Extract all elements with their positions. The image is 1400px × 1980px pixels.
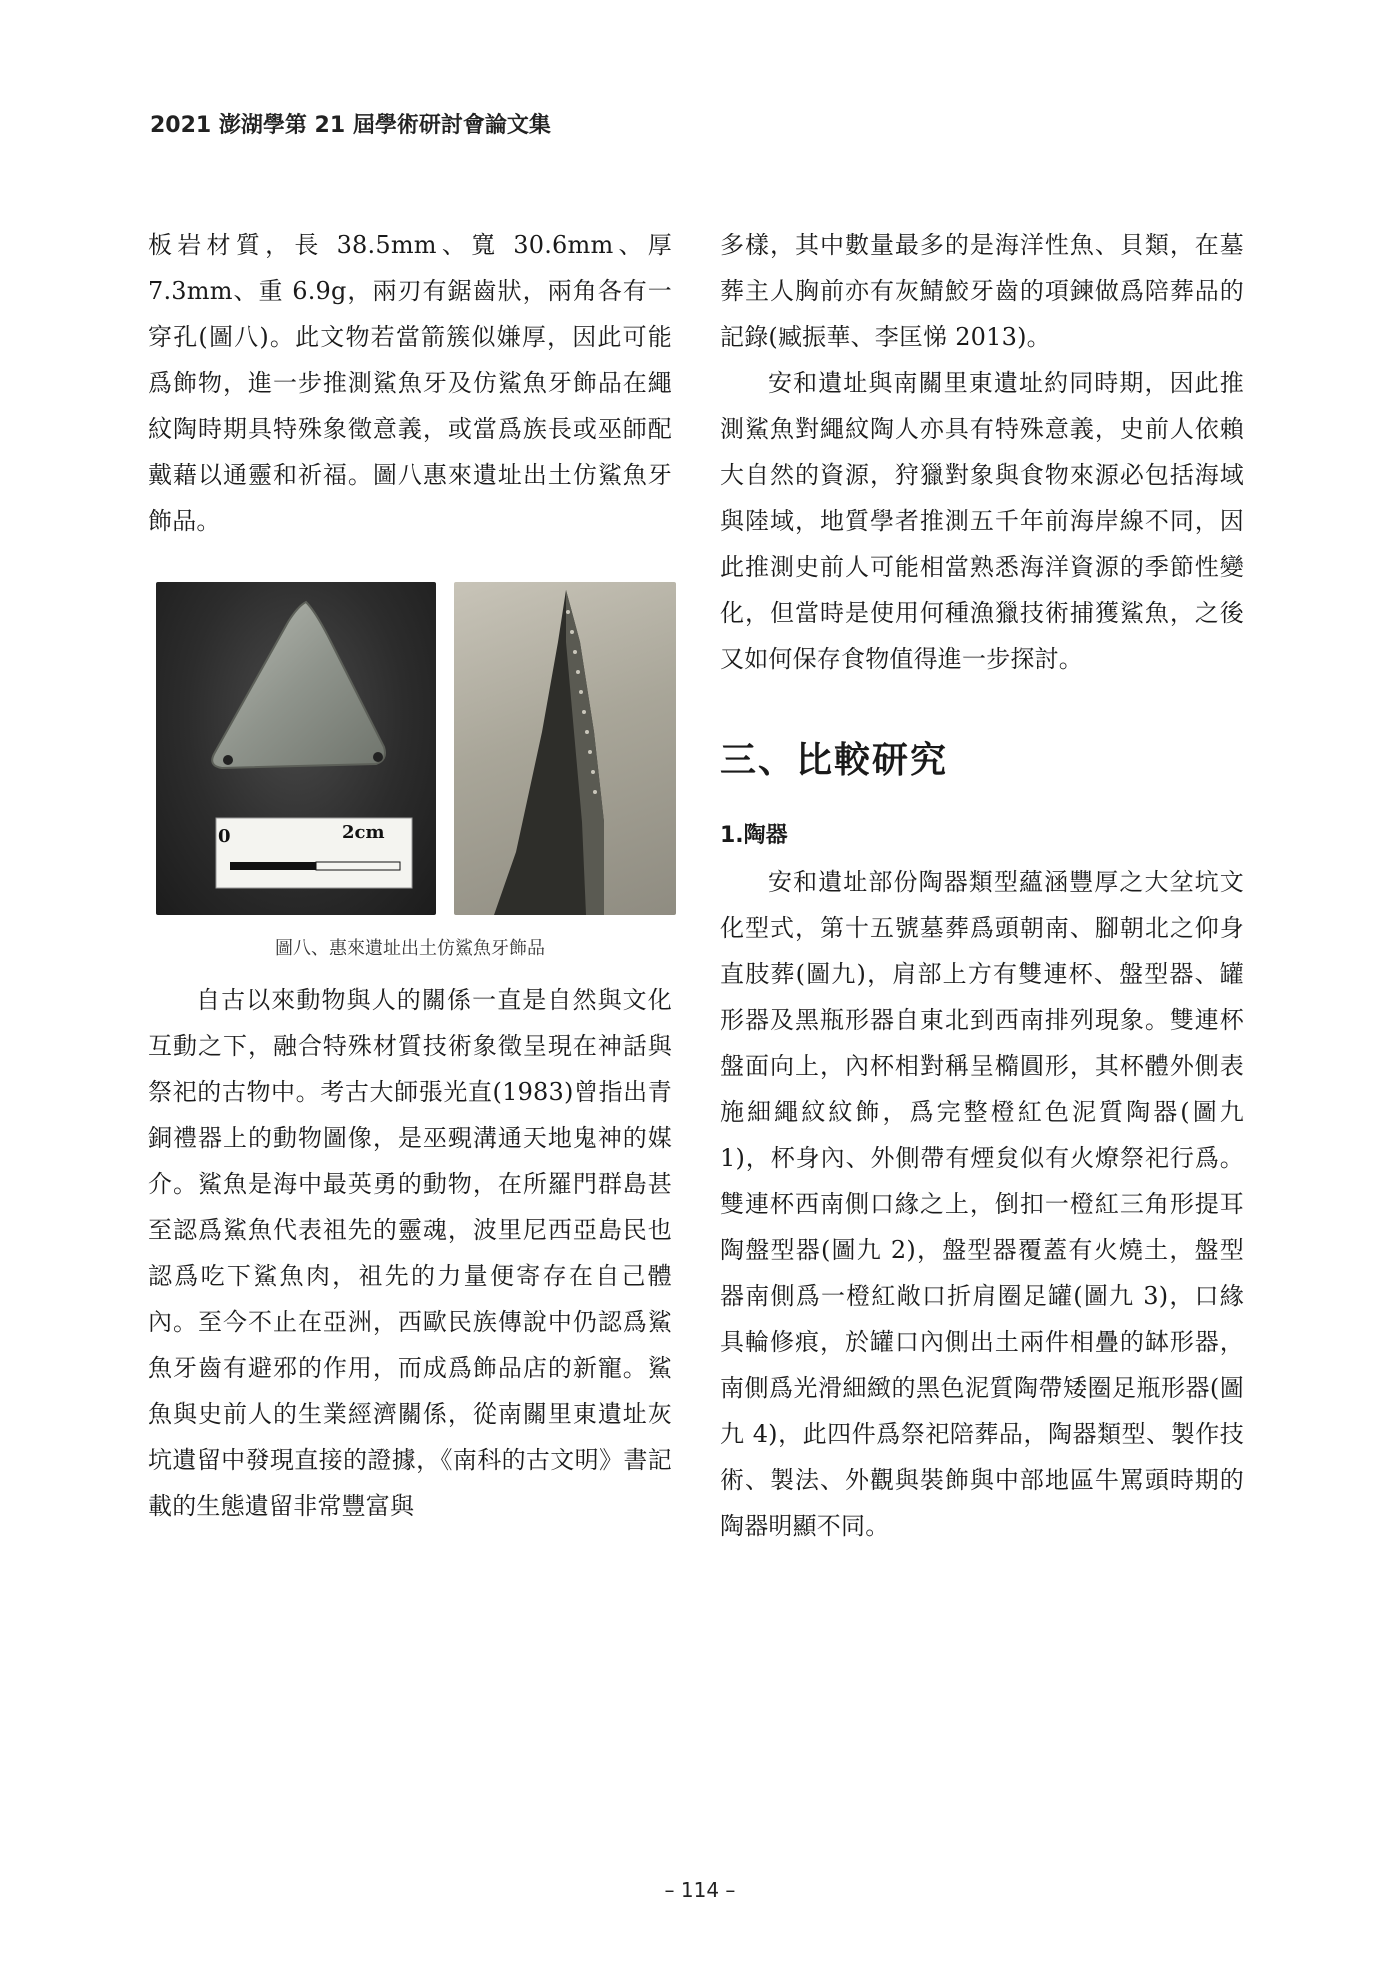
- paragraph: 安和遺址與南關里東遺址約同時期，因此推測鯊魚對繩紋陶人亦具有特殊意義，史前人依賴大自然的資源，狩獵對象與食物來源必包括海域與陸域，地質學者推測五千年前海岸線不同，因此推測史前人可能相當熟悉海洋資源的季節性變化，但當時是使用何種漁獵技術捕獲鯊魚，之後又如何保存食物值得進一步探討。: [720, 369, 1244, 673]
- sub-heading: 1.陶器: [720, 823, 788, 848]
- tooth-pendant-side-photo: [454, 582, 676, 915]
- paragraph: 多樣，其中數量最多的是海洋性魚、貝類，在墓葬主人胸前亦有灰鯖鮫牙齒的項鍊做爲陪葬品的記錄(臧振華、李匡悌 2013)。: [720, 231, 1244, 351]
- right-column: [720, 222, 1244, 1549]
- running-head: 2021 澎湖學第 21 屆學術研討會論文集: [150, 113, 551, 138]
- triangular-pendant-photo: [156, 582, 436, 915]
- page-number: – 114 –: [664, 1878, 736, 1902]
- triangle-pendant-icon: [156, 582, 436, 915]
- figure-8: [148, 582, 672, 977]
- paragraph: 安和遺址部份陶器類型蘊涵豐厚之大坌坑文化型式，第十五號墓葬爲頭朝南、腳朝北之仰身直肢葬(圖九)，肩部上方有雙連杯、盤型器、罐形器及黑瓶形器自東北到西南排列現象。雙連杯盤面向上，內杯相對稱呈橢圓形，其杯體外側表施細繩紋紋飾，爲完整橙紅色泥質陶器(圖九 1)，杯身內、外側帶有煙炱似有火燎祭祀行爲。雙連杯西南側口緣之上，倒扣一橙紅三角形提耳陶盤型器(圖九 2)，盤型器覆蓋有火燒土，盤型器南側爲一橙紅敞口折肩圈足罐(圖九 3)，口緣具輪修痕，於罐口內側出土兩件相疊的缽形器，南側爲光滑細緻的黑色泥質陶帶矮圈足瓶形器(圖九 4)，此四件爲祭祀陪葬品，陶器類型、製作技術、製法、外觀與裝飾與中部地區牛罵頭時期的陶器明顯不同。: [720, 868, 1244, 1540]
- figure-caption: 圖八、惠來遺址出土仿鯊魚牙飾品: [275, 938, 545, 959]
- scale-2cm-label: 2cm: [342, 822, 385, 843]
- shark-tooth-pendant-icon: [454, 582, 676, 915]
- paragraph: 板岩材質，長 38.5mm、寬 30.6mm、厚 7.3mm、重 6.9g，兩刃有鋸齒狀，兩角各有一穿孔(圖八)。此文物若當箭簇似嫌厚，因此可能爲飾物，進一步推測鯊魚牙及仿鯊魚牙飾品在繩紋陶時期具特殊象徵意義，或當爲族長或巫師配戴藉以通靈和祈福。圖八惠來遺址出土仿鯊魚牙飾品。: [148, 231, 672, 535]
- paragraph: 自古以來動物與人的關係一直是自然與文化互動之下，融合特殊材質技術象徵呈現在神話與祭祀的古物中。考古大師張光直(1983)曾指出青銅禮器上的動物圖像，是巫覡溝通天地鬼神的媒介。鯊魚是海中最英勇的動物，在所羅門群島甚至認爲鯊魚代表祖先的靈魂，波里尼西亞島民也認爲吃下鯊魚肉，祖先的力量便寄存在自己體內。至今不止在亞洲，西歐民族傳說中仍認爲鯊魚牙齒有避邪的作用，而成爲飾品店的新寵。鯊魚與史前人的生業經濟關係，從南關里東遺址灰坑遺留中發現直接的證據，《南科的古文明》書記載的生態遺留非常豐富與: [148, 986, 672, 1520]
- left-column: [148, 222, 672, 1529]
- section-heading: 三、比較研究: [720, 739, 949, 781]
- scale-zero-label: 0: [218, 826, 231, 847]
